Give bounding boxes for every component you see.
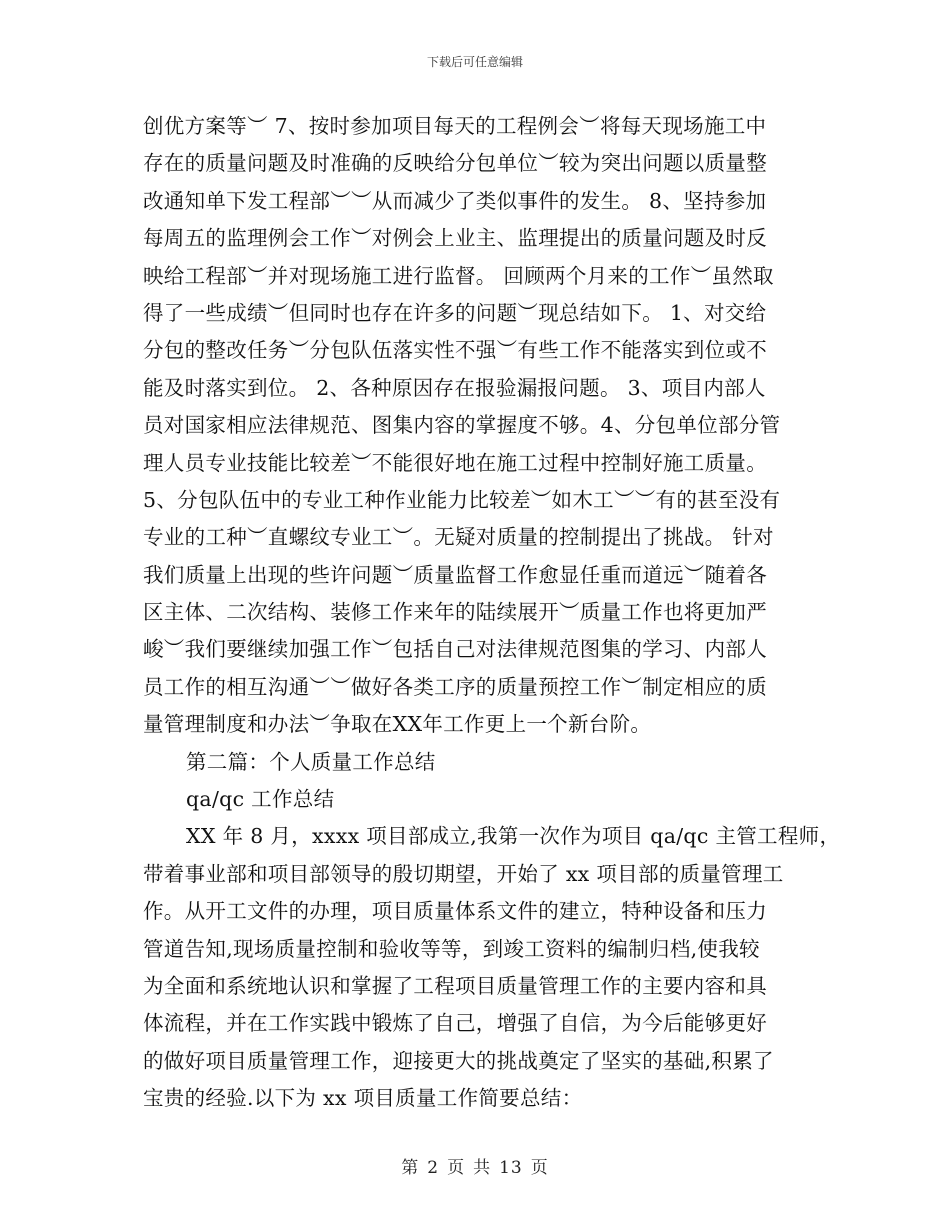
page-suffix: 页 [530,1158,549,1178]
text-line: 每周五的监理例会工作︶对例会上业主、监理提出的质量问题及时反 [143,226,767,251]
paragraph-line: XX 年 8 月，xxxx 项目部成立,我第一次作为项目 qa/qc 主管工程师， [186,824,841,849]
page-mid: 页 [447,1158,466,1178]
page-header-note: 下载后可任意编辑 [426,55,523,69]
paragraph-line: 带着事业部和项目部领导的殷切期望，开始了 xx 项目部的质量管理工 [143,861,784,886]
page-prefix: 第 [401,1158,420,1178]
text-line: 能及时落实到位。 2、各种原因存在报验漏报问题。 3、项目内部人 [143,375,766,400]
section-title: 第二篇：个人质量工作总结 [186,749,436,774]
page-current: 2 [427,1158,440,1178]
paragraph-line: 体流程，并在工作实践中锻炼了自己，增强了自信，为今后能够更好 [143,1011,767,1036]
text-line: 得了一些成绩︶但同时也存在许多的问题︶现总结如下。 1、对交给 [143,300,767,325]
text-line: 员工作的相互沟通︶︶做好各类工序的质量预控工作︶制定相应的质 [143,674,767,699]
text-line: 存在的质量问题及时准确的反映给分包单位︶较为突出问题以质量整 [143,151,767,176]
page-total-prefix: 共 [473,1158,492,1178]
text-line: 区主体、二次结构、装修工作来年的陆续展开︶质量工作也将更加严 [143,600,767,625]
text-line: 创优方案等︶ 7、按时参加项目每天的工程例会︶将每天现场施工中 [143,114,767,138]
text-line: 峻︶我们要继续加强工作︶包括自己对法律规范图集的学习、内部人 [143,637,767,662]
text-line: 理人员专业技能比较差︶不能很好地在施工过程中控制好施工质量。 [143,450,767,475]
text-line: 分包的整改任务︶分包队伍落实性不强︶有些工作不能落实到位或不 [143,338,767,363]
page-number-footer [0,1153,950,1178]
text-line: 改通知单下发工程部︶︶从而减少了类似事件的发生。 8、坚持参加 [143,188,767,213]
text-line: 映给工程部︶并对现场施工进行监督。 回顾两个月来的工作︶虽然取 [143,263,774,288]
text-line: 员对国家相应法律规范、图集内容的掌握度不够。4、分包单位部分管 [143,413,781,438]
paragraph-line: 作。从开工文件的办理，项目质量体系文件的建立，特种设备和压力 [143,899,767,924]
text-line: 我们质量上出现的些许问题︶质量监督工作愈显任重而道远︶随着各 [143,562,767,587]
document-body [143,108,841,1118]
paragraph-line: 的做好项目质量管理工作，迎接更大的挑战奠定了坚实的基础,积累了 [143,1048,774,1073]
page-total: 13 [499,1158,523,1178]
text-line: 量管理制度和办法︶争取在XX年工作更上一个新台阶。 [143,712,652,737]
paragraph-line: 宝贵的经验.以下为 xx 项目质量工作简要总结： [143,1086,583,1111]
paragraph-line: 管道告知,现场质量控制和验收等等，到竣工资料的编制归档,使我较 [143,936,760,961]
text-line: 5、分包队伍中的专业工种作业能力比较差︶如木工︶︶有的甚至没有 [143,487,781,512]
section-subtitle: qa/qc 工作总结 [186,787,335,812]
paragraph-line: 为全面和系统地认识和掌握了工程项目质量管理工作的主要内容和具 [143,973,767,998]
text-line: 专业的工种︶直螺纹专业工︶。无疑对质量的控制提出了挑战。 针对 [143,525,774,550]
